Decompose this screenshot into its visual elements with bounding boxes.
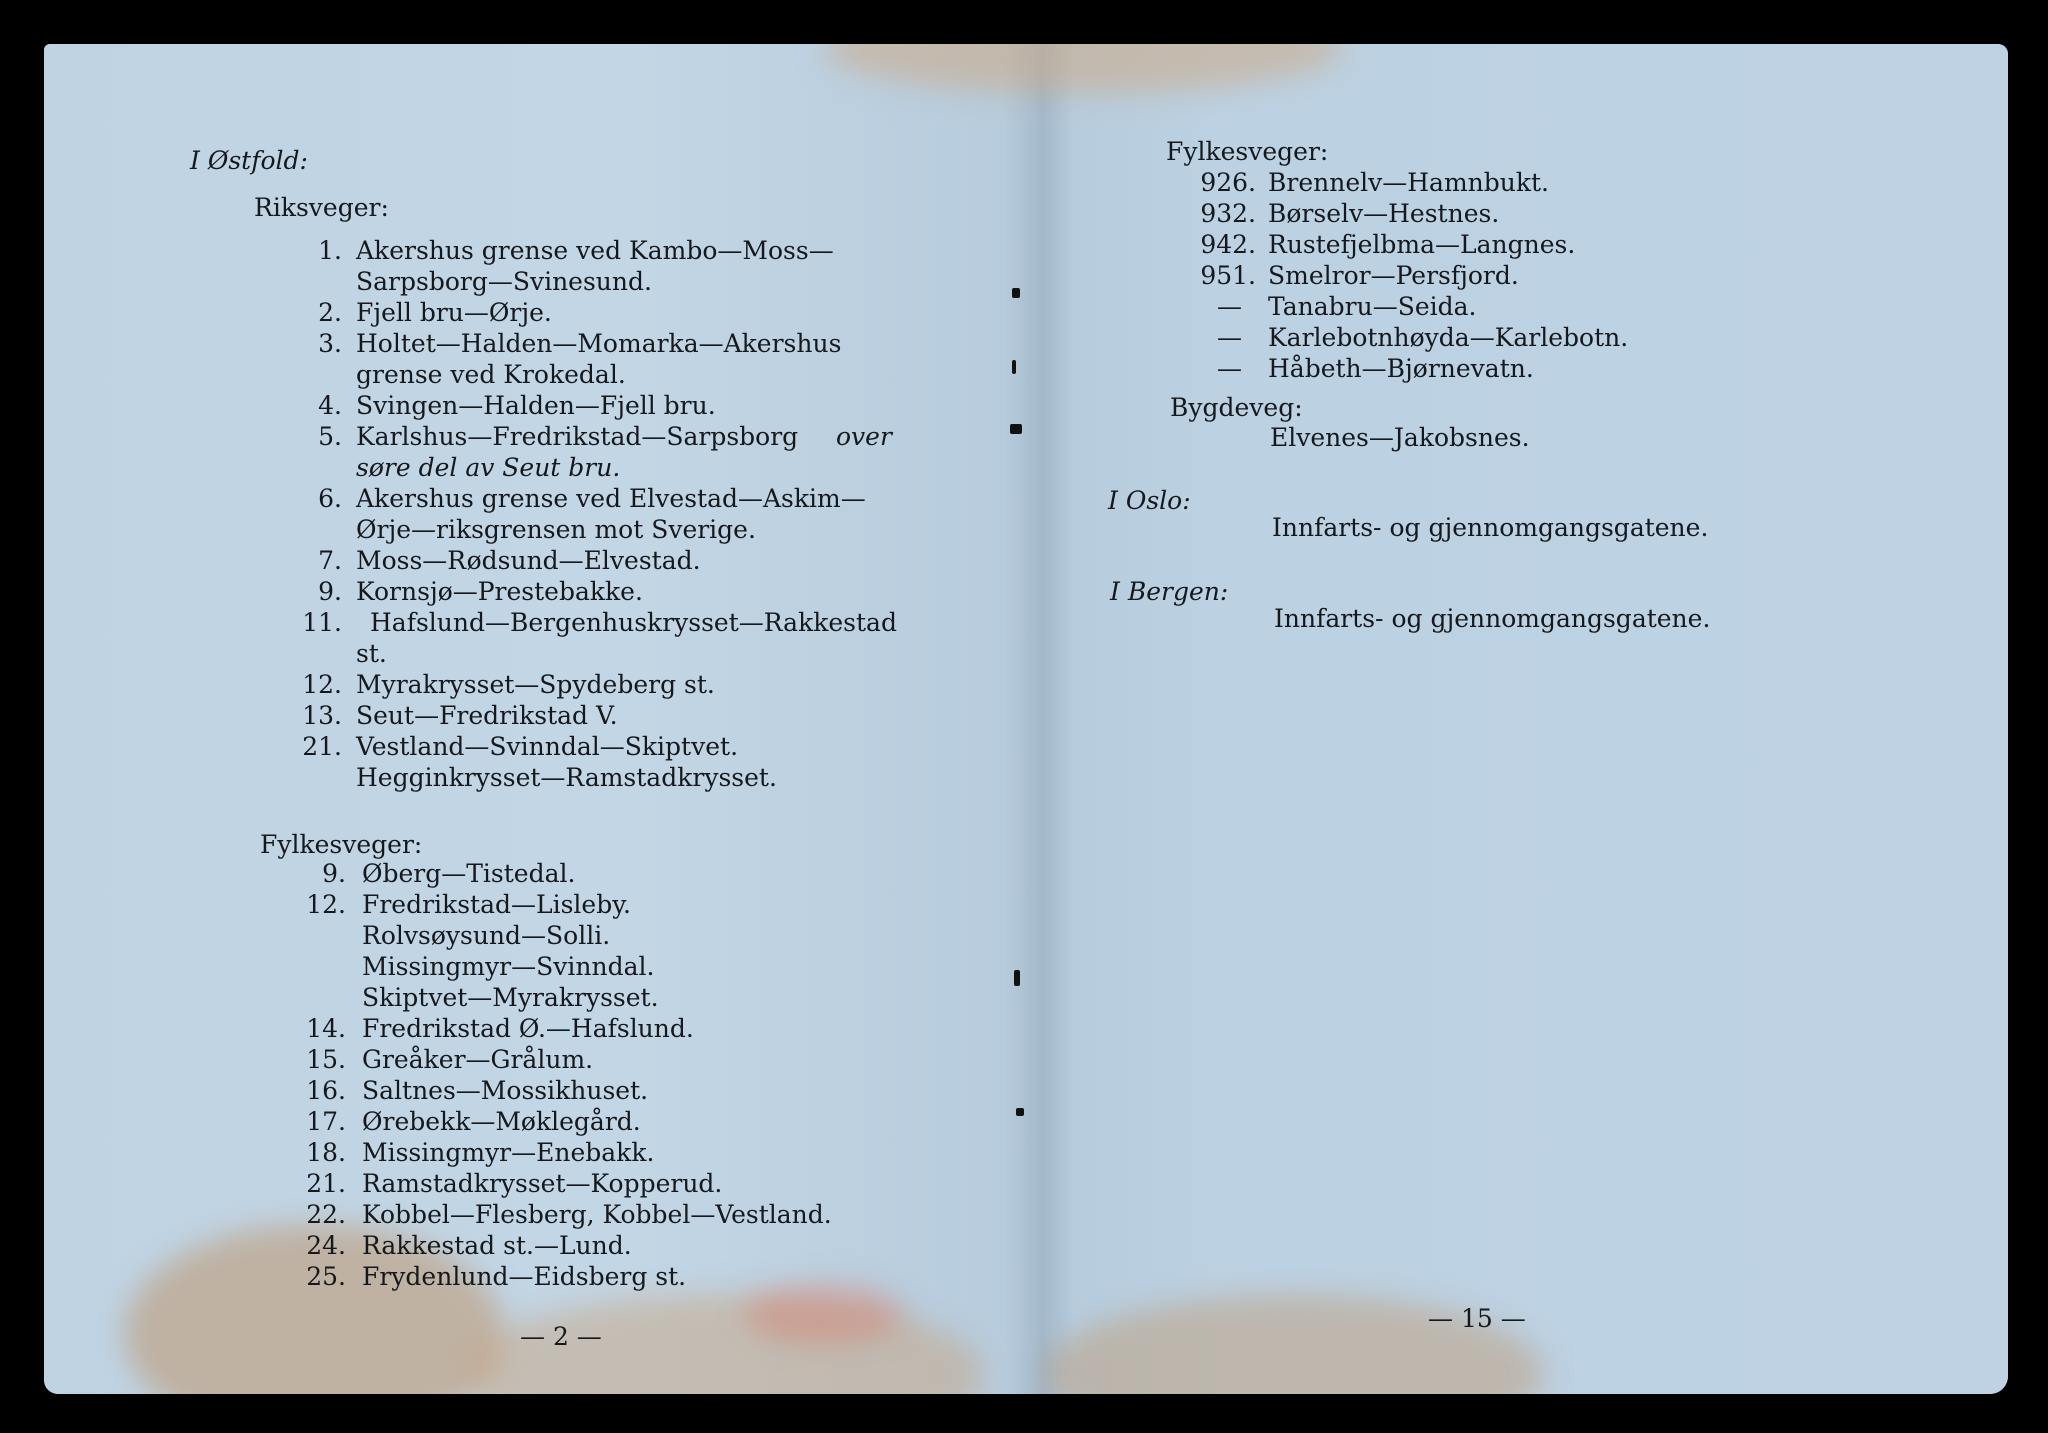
route-number: 9. xyxy=(322,859,346,888)
route-text-italic: søre del av Seut bru. xyxy=(356,453,621,482)
route-text: Rolvsøysund—Solli. xyxy=(362,921,611,950)
route-text: Tanabru—Seida. xyxy=(1268,292,1477,321)
route-dash: — xyxy=(1217,292,1242,321)
route-text: Frydenlund—Eidsberg st. xyxy=(362,1262,687,1291)
fylkesveger-heading: Fylkesveger: xyxy=(260,830,423,859)
route-number: 2. xyxy=(318,298,342,327)
route-number: 1. xyxy=(318,236,342,265)
water-stain xyxy=(744,1284,904,1344)
route-number: 5. xyxy=(318,422,342,451)
route-number: 12. xyxy=(306,890,346,919)
route-text: Ørebekk—Møklegård. xyxy=(362,1107,641,1136)
route-text: Missingmyr—Svinndal. xyxy=(362,952,655,981)
route-text: Øberg—Tistedal. xyxy=(362,859,576,888)
route-text: Holtet—Halden—Momarka—Akershus xyxy=(356,329,842,358)
route-number: 24. xyxy=(306,1231,346,1260)
route-dash: — xyxy=(1217,323,1242,352)
binding-hole xyxy=(1014,970,1020,986)
page-number-right: — 15 — xyxy=(1428,1304,1526,1333)
route-text: Fredrikstad Ø.—Hafslund. xyxy=(362,1014,694,1043)
bergen-title: I Bergen: xyxy=(1110,577,1229,606)
route-number: 932. xyxy=(1200,199,1256,228)
bygdeveg-text: Elvenes—Jakobsnes. xyxy=(1270,423,1530,452)
route-text: Fredrikstad—Lisleby. xyxy=(362,890,631,919)
route-number: 17. xyxy=(306,1107,346,1136)
route-text: Missingmyr—Enebakk. xyxy=(362,1138,655,1167)
route-number: 21. xyxy=(306,1169,346,1198)
route-text: Håbeth—Bjørnevatn. xyxy=(1268,354,1534,383)
route-text: Akershus grense ved Kambo—Moss— xyxy=(356,236,834,265)
route-text: st. xyxy=(356,639,387,668)
riksveger-heading: Riksveger: xyxy=(254,193,389,222)
route-text: grense ved Krokedal. xyxy=(356,360,626,389)
route-text: Svingen—Halden—Fjell bru. xyxy=(356,391,716,420)
route-text: Myrakrysset—Spydeberg st. xyxy=(356,670,715,699)
route-text: Karlebotnhøyda—Karlebotn. xyxy=(1268,323,1629,352)
route-number: 12. xyxy=(302,670,342,699)
route-number: 926. xyxy=(1200,168,1256,197)
route-text: Kobbel—Flesberg, Kobbel—Vestland. xyxy=(362,1200,832,1229)
section-title-ostfold: I Østfold: xyxy=(190,146,308,175)
route-number: 7. xyxy=(318,546,342,575)
route-number: 9. xyxy=(318,577,342,606)
route-number: 18. xyxy=(306,1138,346,1167)
bergen-text: Innfarts- og gjennomgangsgatene. xyxy=(1274,604,1711,633)
route-text: Skiptvet—Myrakrysset. xyxy=(362,983,659,1012)
route-number: 4. xyxy=(318,391,342,420)
route-number: 951. xyxy=(1200,261,1256,290)
bygdeveg-heading: Bygdeveg: xyxy=(1170,393,1303,422)
fylkesveger-heading-right: Fylkesveger: xyxy=(1166,137,1329,166)
binding-hole xyxy=(1012,288,1020,298)
route-text: Sarpsborg—Svinesund. xyxy=(356,267,652,296)
center-fold xyxy=(1004,44,1074,1394)
route-text: Rakkestad st.—Lund. xyxy=(362,1231,632,1260)
route-text: Greåker—Grålum. xyxy=(362,1045,594,1074)
route-text: Moss—Rødsund—Elvestad. xyxy=(356,546,701,575)
route-text: Fjell bru—Ørje. xyxy=(356,298,552,327)
route-text: Karlshus—Fredrikstad—Sarpsborg xyxy=(356,422,799,451)
binding-hole xyxy=(1010,424,1022,434)
page-number-left: — 2 — xyxy=(520,1322,602,1351)
route-text: Vestland—Svinndal—Skiptvet. xyxy=(356,732,739,761)
route-number: 14. xyxy=(306,1014,346,1043)
route-text-italic: over xyxy=(836,422,892,451)
route-text: Brennelv—Hamnbukt. xyxy=(1268,168,1549,197)
route-text: Hafslund—Bergenhuskrysset—Rakkestad xyxy=(370,608,897,637)
oslo-text: Innfarts- og gjennomgangsgatene. xyxy=(1272,513,1709,542)
oslo-title: I Oslo: xyxy=(1108,486,1191,515)
route-number: 21. xyxy=(302,732,342,761)
route-text: Seut—Fredrikstad V. xyxy=(356,701,618,730)
route-text: Kornsjø—Prestebakke. xyxy=(356,577,643,606)
route-number: 3. xyxy=(318,329,342,358)
route-text: Ramstadkrysset—Kopperud. xyxy=(362,1169,723,1198)
binding-hole xyxy=(1016,1108,1024,1116)
route-number: 25. xyxy=(306,1262,346,1291)
route-dash: — xyxy=(1217,354,1242,383)
route-number: 16. xyxy=(306,1076,346,1105)
route-text: Ørje—riksgrensen mot Sverige. xyxy=(356,515,756,544)
binding-hole xyxy=(1012,360,1016,374)
route-text: Hegginkrysset—Ramstadkrysset. xyxy=(356,763,777,792)
route-text: Smelror—Persfjord. xyxy=(1268,261,1519,290)
route-number: 11. xyxy=(302,608,342,637)
route-text: Børselv—Hestnes. xyxy=(1268,199,1500,228)
route-number: 6. xyxy=(318,484,342,513)
route-number: 13. xyxy=(302,701,342,730)
route-text: Akershus grense ved Elvestad—Askim— xyxy=(356,484,866,513)
route-number: 942. xyxy=(1200,230,1256,259)
route-number: 15. xyxy=(306,1045,346,1074)
route-text: Saltnes—Mossikhuset. xyxy=(362,1076,649,1105)
route-text: Rustefjelbma—Langnes. xyxy=(1268,230,1576,259)
route-number: 22. xyxy=(306,1200,346,1229)
